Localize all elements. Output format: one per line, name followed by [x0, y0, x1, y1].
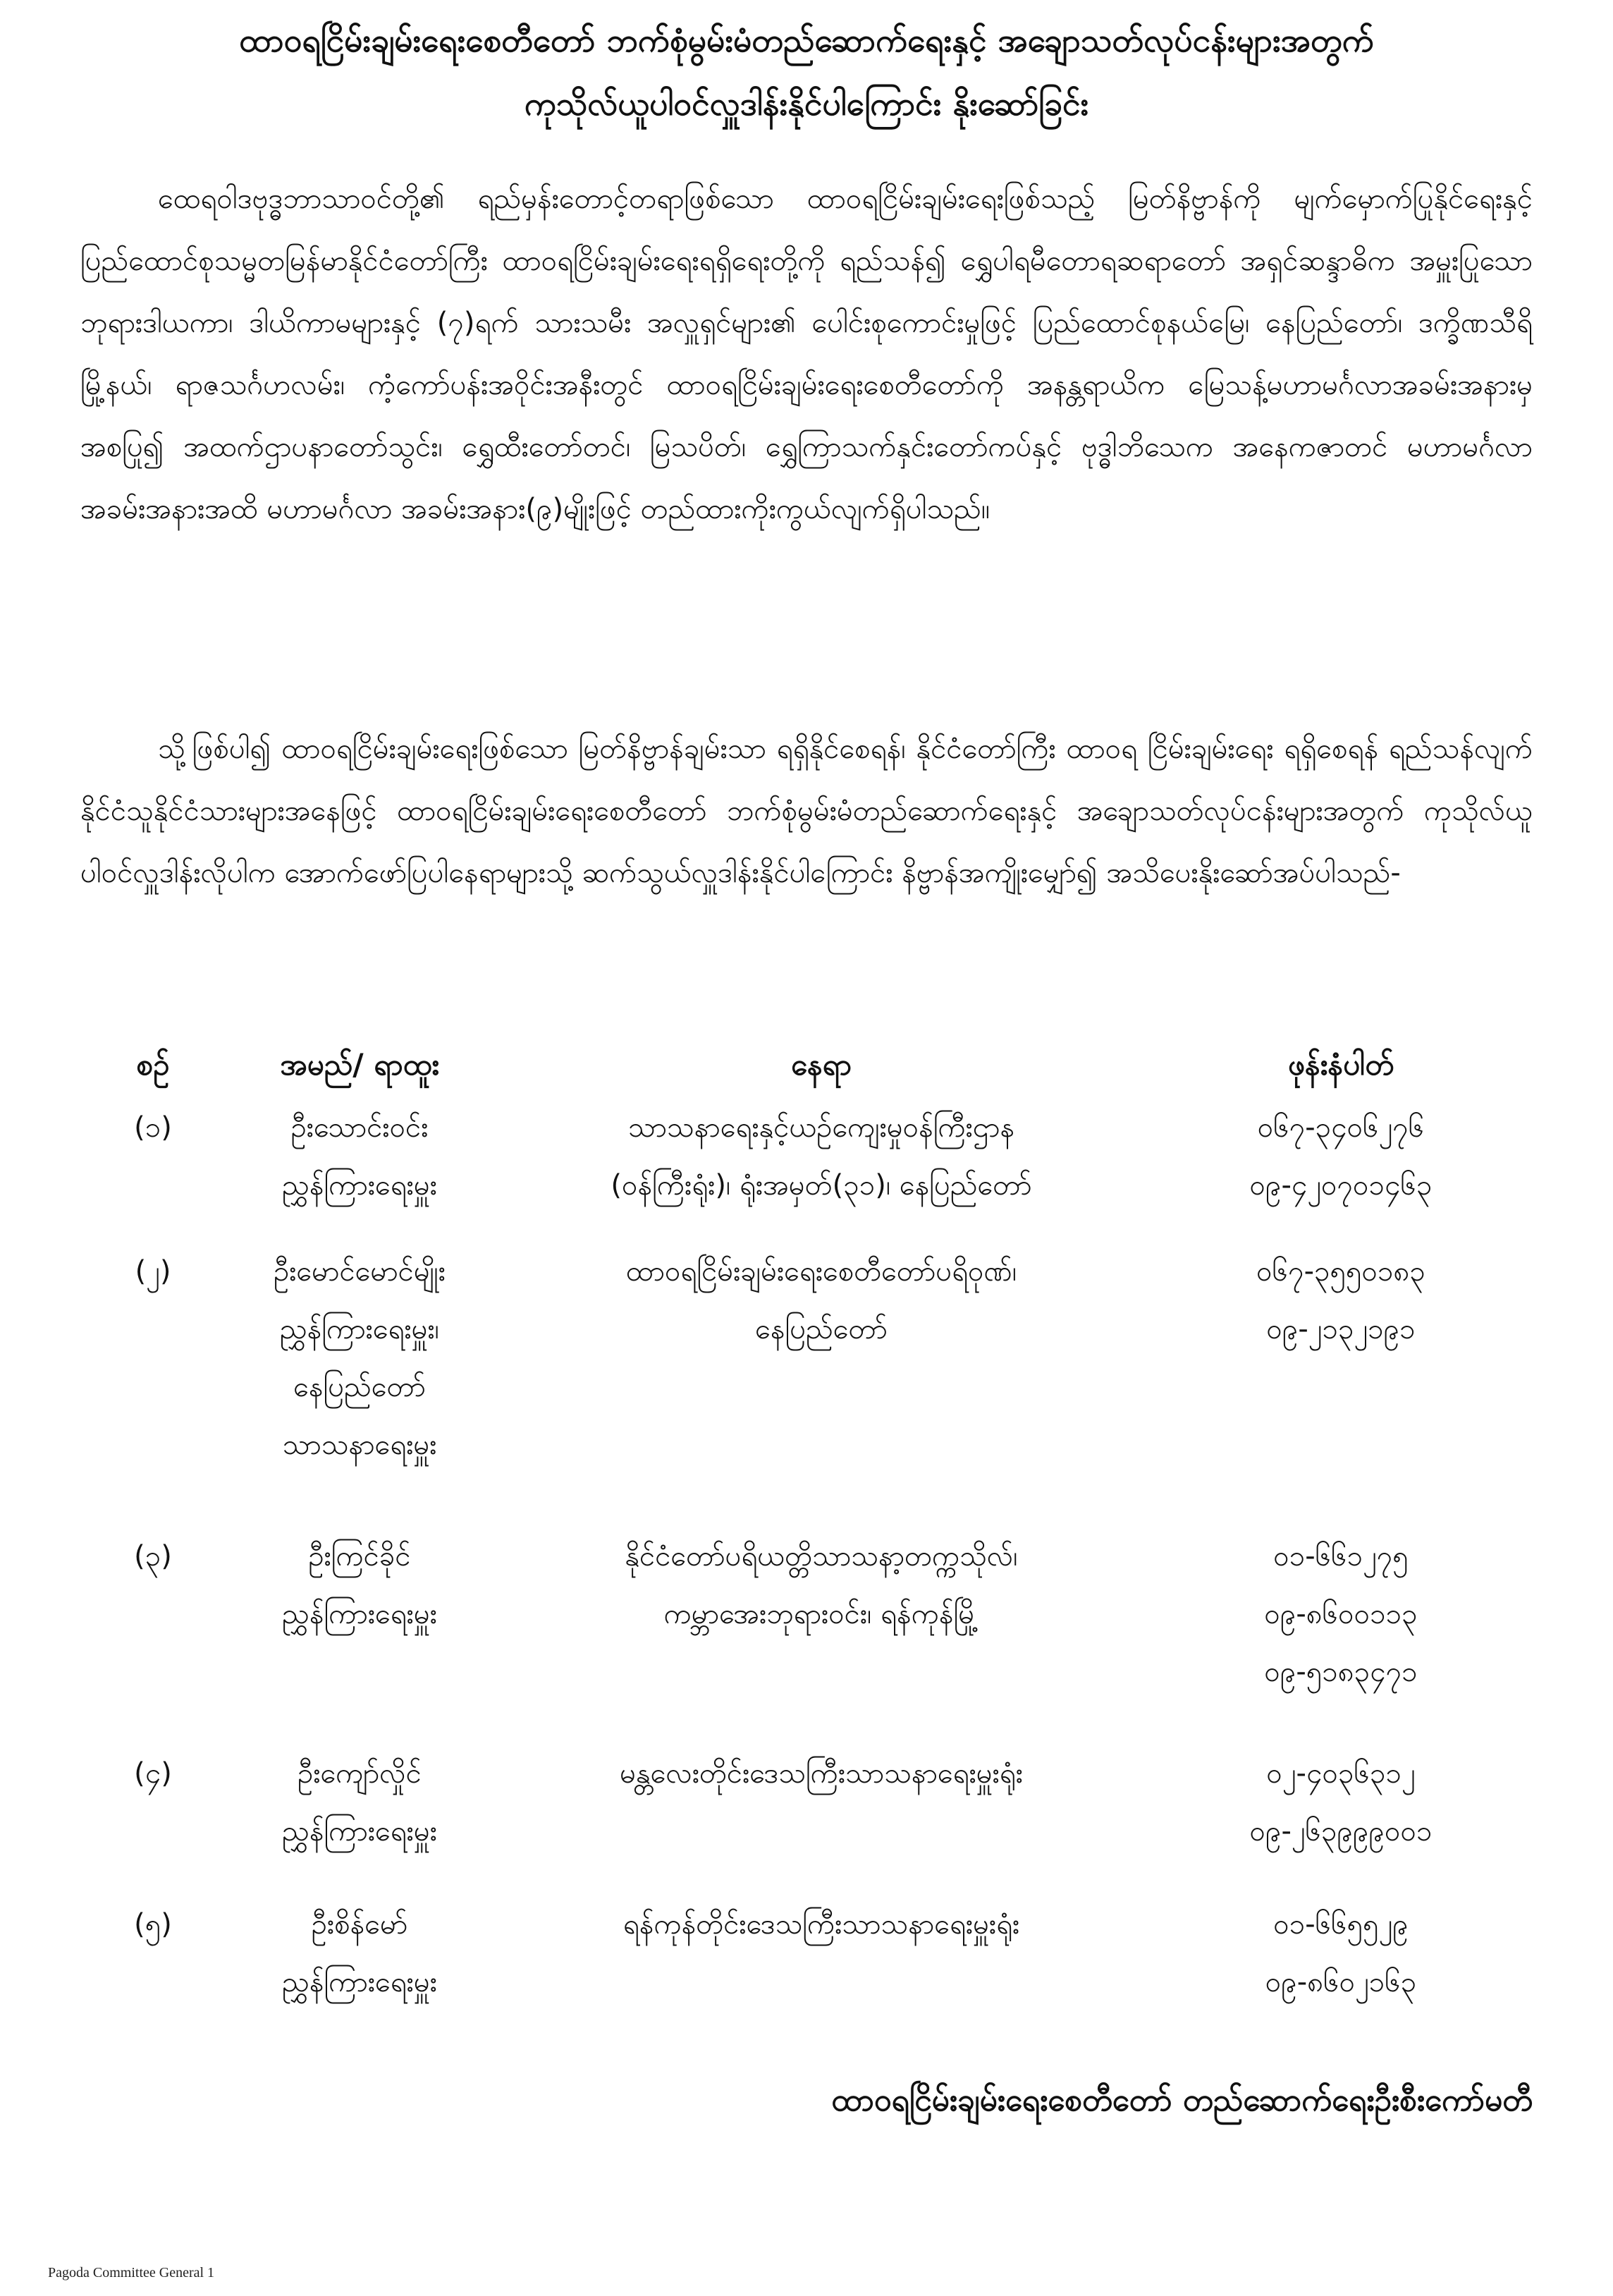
row-name-cell: [226, 1099, 493, 1242]
row-location-cell: [493, 1527, 1149, 1745]
phone-number: ၀၉-၂၆၃၉၉၉၀၀၁: [1249, 1815, 1433, 1848]
row-serial-no: [80, 1242, 226, 1527]
person-position: ညွှန်ကြားရေးမှူး: [282, 1598, 437, 1630]
phone-number: ၀၆၇-၃၄၀၆၂၇၆: [1257, 1111, 1425, 1144]
row-phone-cell: [1149, 1099, 1533, 1242]
table-row: [80, 1099, 1533, 1242]
location-line: ရန်ကုန်တိုင်းဒေသကြီးသာသနာရေးမှူးရုံး: [622, 1908, 1020, 1941]
phone-number: ၀၉-၈၆၀၂၁၆၃: [1265, 1966, 1417, 1998]
phone-number: ၀၆၇-၃၅၅၀၁၈၃: [1256, 1255, 1425, 1288]
person-position: နေပြည်တော်: [293, 1371, 426, 1403]
row-location-cell: [493, 1242, 1149, 1527]
table-row: [80, 1895, 1533, 2044]
document-footer: Pagoda Committee General 1: [48, 2265, 215, 2280]
serial-no-text: (၃): [134, 1540, 172, 1573]
phone-number: ၀၉-၈၆၀၀၁၁၃: [1264, 1598, 1418, 1630]
phone-number: ၀၉-၅၁၈၃၄၇၁: [1264, 1656, 1418, 1688]
header-name-position: အမည်/ ရာထူး: [280, 1047, 439, 1082]
document-title-line-1: ထာဝရငြိမ်းချမ်းရေးစေတီတော် ဘက်စုံမွမ်းမံတည်ဆောက်ရေးနှင့် အချောသတ်လုပ်ငန်းများအတွက်: [239, 21, 1374, 59]
location-line: နိုင်ငံတော်ပရိယတ္တိသာသနာ့တက္ကသိုလ်၊: [625, 1540, 1018, 1573]
person-position: ညွှန်ကြားရေးမှူး: [282, 1169, 437, 1202]
person-name: ဦးကြင်ခိုင်: [308, 1540, 411, 1573]
row-location-cell: [493, 1895, 1149, 2044]
body-paragraph-2: သို့ဖြစ်ပါ၍ ထာဝရငြိမ်းချမ်းရေးဖြစ်သော မြတ်နိဗ္ဗာန်ချမ်းသာ ရရှိနိုင်စေရန်၊ နိုင်ငံတော်ကြီး ထာဝရ ငြိမ်းချမ်းရေး ရရှိစေရန် ရည်သန်လျက် နိုင်ငံသူနိုင်ငံသားများအနေဖြင့် ထာဝရငြိမ်းချမ်းရေးစေတီတော် ဘက်စုံမွမ်းမံတည်ဆောက်ရေးနှင့် အချောသတ်လုပ်ငန်းများအတွက် ကုသိုလ်ယူပါဝင်လှူဒါန်းလိုပါက အောက်ဖော်ပြပါနေရာများသို့ ဆက်သွယ်လှူဒါန်းနိုင်ပါကြောင်း နိဗ္ဗာန်အကျိုးမျှော်၍ အသိပေးနိုးဆော်အပ်ပါသည်-: [80, 733, 1533, 889]
person-name: ဦးစိန်မော်: [311, 1908, 408, 1941]
table-row: [80, 1745, 1533, 1895]
row-name-cell: [226, 1745, 493, 1895]
person-position: ညွှန်ကြားရေးမှူး၊: [279, 1313, 439, 1345]
location-line: နေပြည်တော်: [755, 1313, 888, 1345]
location-line: ကမ္ဘာအေးဘုရားဝင်း၊ ရန်ကုန်မြို့: [663, 1598, 979, 1630]
serial-no-text: (၂): [135, 1255, 171, 1288]
person-name: ဦးမောင်မောင်မျိုး: [274, 1255, 446, 1288]
person-position: ညွှန်ကြားရေးမှူး: [282, 1966, 437, 1998]
contact-table: [80, 1031, 1533, 2044]
phone-number: ၀၂-၄၀၃၆၃၁၂: [1266, 1757, 1416, 1790]
header-phone: ဖုန်းနံပါတ်: [1287, 1047, 1394, 1082]
phone-number: ၀၁-၆၆၁၂၇၅: [1273, 1540, 1409, 1573]
person-position: သာသနာရေးမှူး: [282, 1429, 437, 1461]
table-row: [80, 1242, 1533, 1527]
phone-number: ၀၁-၆၆၅၅၂၉: [1273, 1908, 1409, 1941]
body-paragraph-1: ထေရဝါဒဗုဒ္ဓဘာသာဝင်တို့၏ ရည်မှန်းတောင့်တရာဖြစ်သော ထာဝရငြိမ်းချမ်းရေးဖြစ်သည့် မြတ်နိဗ္ဗာန်ကို မျက်မှောက်ပြုနိုင်ရေးနှင့် ပြည်ထောင်စုသမ္မတမြန်မာနိုင်ငံတော်ကြီး ထာဝရငြိမ်းချမ်းရေးရရှိရေးတို့ကို ရည်သန်၍ ရွှေပါရမီတောရဆရာတော် အရှင်ဆန္ဒာဓိက အမှူးပြုသော ဘုရားဒါယကာ၊ ဒါယိကာမများနှင့် (၇)ရက် သားသမီး အလှူရှင်များ၏ ပေါင်းစုကောင်းမှုဖြင့် ပြည်ထောင်စုနယ်မြေ၊ နေပြည်တော်၊ ဒက္ခိဏသီရိ မြို့နယ်၊ ရာဇသင်္ဂဟလမ်း၊ ကံ့ကော်ပန်းအဝိုင်းအနီးတွင် ထာဝရငြိမ်းချမ်းရေးစေတီတော်ကို အနန္တရာယိက မြေသန့်မဟာမင်္ဂလာအခမ်းအနားမှ အစပြု၍ အထက်ဌာပနာတော်သွင်း၊ ရွှေထီးတော်တင်၊ မြသပိတ်၊ ရွှေကြာသက်နှင်းတော်ကပ်နှင့် ဗုဒ္ဓါဘိသေက အနေကဇာတင် မဟာမင်္ဂလာအခမ်းအနားအထိ မဟာမင်္ဂလာ အခမ်းအနား(၉)မျိုးဖြင့် တည်ထားကိုးကွယ်လျက်ရှိပါသည်။: [80, 183, 1533, 525]
row-phone-cell: [1149, 1745, 1533, 1895]
serial-no-text: (၅): [134, 1908, 172, 1941]
phone-number: ၀၉-၄၂၀၇၀၁၄၆၃: [1249, 1169, 1433, 1202]
serial-no-text: (၄): [134, 1757, 172, 1790]
row-phone-cell: [1149, 1895, 1533, 2044]
header-serial-no: စဉ်: [136, 1047, 170, 1082]
row-name-cell: [226, 1242, 493, 1527]
location-line: မန္တလေးတိုင်းဒေသကြီးသာသနာရေးမှူးရုံး: [620, 1757, 1023, 1790]
document-title-line-2: ကုသိုလ်ယူပါဝင်လှူဒါန်းနိုင်ပါကြောင်း နိုးဆော်ခြင်း: [524, 85, 1089, 123]
phone-number: ၀၉-၂၁၃၂၁၉၁: [1266, 1313, 1416, 1345]
row-name-cell: [226, 1895, 493, 2044]
location-line: သာသနာရေးနှင့်ယဉ်ကျေးမှုဝန်ကြီးဌာန: [627, 1111, 1015, 1144]
row-name-cell: [226, 1527, 493, 1745]
committee-signature: ထာဝရငြိမ်းချမ်းရေးစေတီတော် တည်ဆောက်ရေးဦးစီးကော်မတီ: [831, 2082, 1533, 2118]
row-serial-no: [80, 1745, 226, 1895]
table-header-row: [80, 1031, 1533, 1099]
row-phone-cell: [1149, 1527, 1533, 1745]
person-name: ဦးကျော်လှိုင်: [298, 1757, 422, 1790]
row-serial-no: [80, 1527, 226, 1745]
row-location-cell: [493, 1745, 1149, 1895]
row-serial-no: [80, 1099, 226, 1242]
row-phone-cell: [1149, 1242, 1533, 1527]
header-location: နေရာ: [791, 1047, 852, 1082]
table-row: [80, 1527, 1533, 1745]
serial-no-text: (၁): [134, 1111, 172, 1144]
person-position: ညွှန်ကြားရေးမှူး: [282, 1815, 437, 1848]
row-location-cell: [493, 1099, 1149, 1242]
location-line: ထာဝရငြိမ်းချမ်းရေးစေတီတော်ပရိဝုဏ်၊: [625, 1255, 1017, 1288]
row-serial-no: [80, 1895, 226, 2044]
location-line: (ဝန်ကြီးရုံး)၊ ရုံးအမှတ်(၃၁)၊ နေပြည်တော်: [611, 1169, 1032, 1202]
person-name: ဦးသောင်းဝင်း: [290, 1111, 429, 1144]
